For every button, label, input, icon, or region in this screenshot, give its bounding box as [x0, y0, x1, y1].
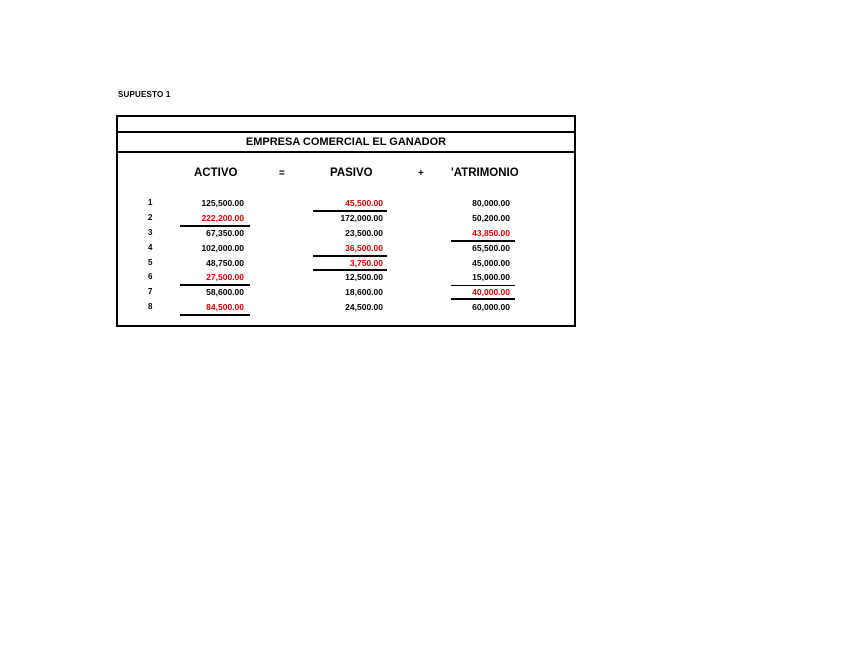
sheet-title-label: SUPUESTO 1: [118, 90, 171, 99]
column-pasivo: PASIVO: [330, 167, 373, 179]
underline-rule: [451, 240, 515, 242]
pasivo-cell: 23,500.00: [345, 228, 383, 238]
underline-rule: [180, 284, 250, 286]
patrimonio-cell: 15,000.00: [472, 272, 510, 282]
activo-cell: 27,500.00: [206, 272, 244, 282]
company-header: EMPRESA COMERCIAL EL GANADOR: [118, 131, 574, 153]
patrimonio-cell: 60,000.00: [472, 302, 510, 312]
underline-rule: [313, 255, 387, 257]
pasivo-cell: 36,500.00: [345, 243, 383, 253]
underline-rule: [451, 285, 515, 286]
pasivo-cell: 3,750.00: [349, 258, 383, 268]
row-number: 2: [148, 213, 153, 222]
pasivo-cell: 45,500.00: [345, 198, 383, 208]
pasivo-cell: 12,500.00: [345, 272, 383, 282]
underline-rule: [313, 269, 387, 271]
underline-rule: [313, 210, 387, 212]
patrimonio-cell: 40,000.00: [472, 287, 510, 297]
activo-cell: 222,200.00: [201, 213, 244, 223]
pasivo-cell: 172,000.00: [340, 213, 383, 223]
activo-cell: 58,600.00: [206, 287, 244, 297]
underline-rule: [180, 314, 250, 316]
patrimonio-cell: 45,000.00: [472, 258, 510, 268]
underline-rule: [180, 225, 250, 227]
underline-rule: [451, 298, 515, 300]
patrimonio-cell: 80,000.00: [472, 198, 510, 208]
patrimonio-cell: 50,200.00: [472, 213, 510, 223]
activo-cell: 67,350.00: [206, 228, 244, 238]
row-number: 6: [148, 272, 153, 281]
equals-sign: =: [279, 168, 285, 179]
patrimonio-cell: 43,850.00: [472, 228, 510, 238]
activo-cell: 102,000.00: [201, 243, 244, 253]
worksheet-table: [116, 115, 576, 327]
row-number: 7: [148, 287, 153, 296]
row-number: 5: [148, 258, 153, 267]
plus-sign: +: [418, 168, 424, 179]
activo-cell: 48,750.00: [206, 258, 244, 268]
row-number: 3: [148, 228, 153, 237]
pasivo-cell: 18,600.00: [345, 287, 383, 297]
pasivo-cell: 24,500.00: [345, 302, 383, 312]
row-number: 1: [148, 198, 153, 207]
column-activo: ACTIVO: [194, 167, 238, 179]
activo-cell: 84,500.00: [206, 302, 244, 312]
row-number: 4: [148, 243, 153, 252]
activo-cell: 125,500.00: [201, 198, 244, 208]
patrimonio-cell: 65,500.00: [472, 243, 510, 253]
column-patrimonio: 'ATRIMONIO: [451, 167, 519, 179]
row-number: 8: [148, 302, 153, 311]
